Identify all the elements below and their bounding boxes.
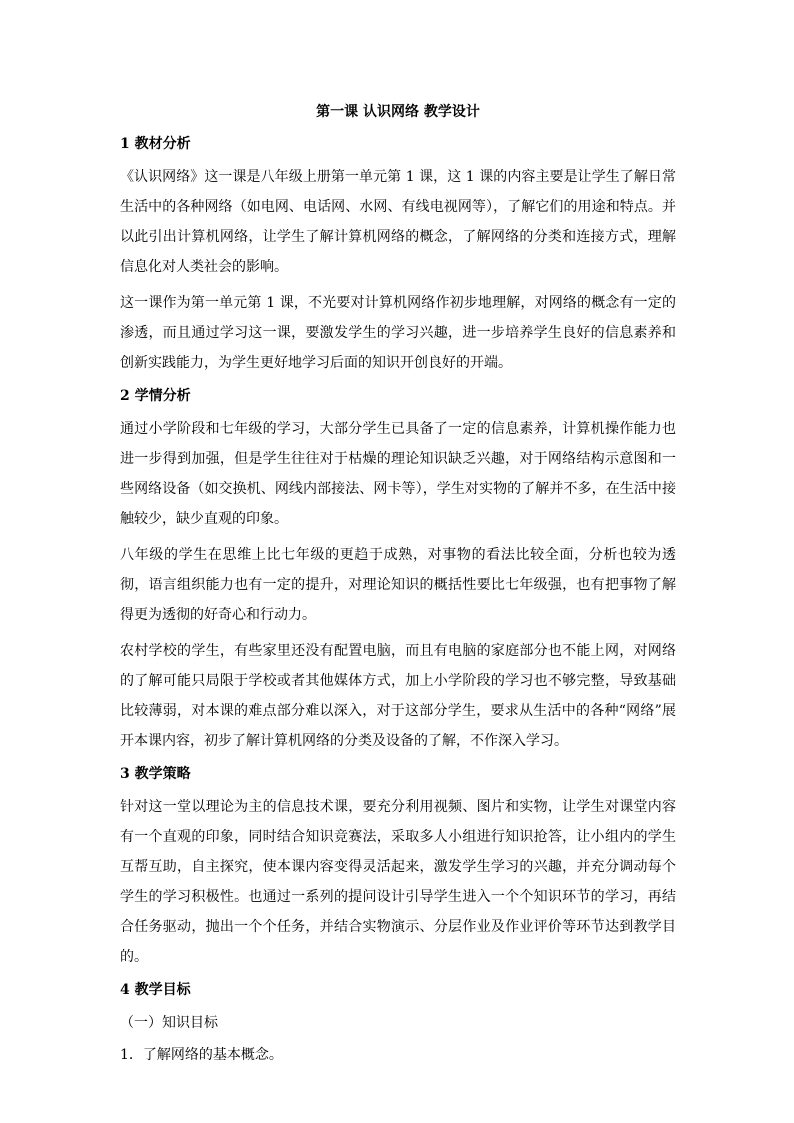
paragraph: 针对这一堂以理论为主的信息技术课，要充分利用视频、图片和实物，让学生对课堂内容有一个直观的印象，同时结合知识竞赛法，采取多人小组进行知识抢答，让小组内的学生互帮互助，自主探究，使本课内容变得灵活起来，激发学生学习的兴趣，并充分调动每个学生的学习积极性。也通过一系列的提问设计引导学生进入一个个知识环节的学习，再结合任务驱动，抛出一个个任务，并结合实物演示、分层作业及作业评价等环节达到教学目的。 [120, 799, 676, 965]
subheading-knowledge-objectives: （一）知识目标 [120, 1015, 218, 1031]
section-heading-strategy: 3 教学策略 [120, 766, 191, 782]
section-heading-materials: 1 教材分析 [120, 136, 191, 152]
paragraph: 《认识网络》这一课是八年级上册第一单元第 1 课，这 1 课的内容主要是让学生了解日常生活中的各种网络（如电网、电话网、水网、有线电视网等），了解它们的用途和特点。并以此引出计算机网络，让学生了解计算机网络的概念，了解网络的分类和连接方式，理解信息化对人类社会的影响。 [120, 169, 676, 275]
document-title: 第一课 认识网络 教学设计 [316, 104, 480, 120]
section-heading-objectives: 4 教学目标 [120, 982, 191, 998]
paragraph: 农村学校的学生，有些家里还没有配置电脑，而且有电脑的家庭部分也不能上网，对网络的了解可能只局限于学校或者其他媒体方式，加上小学阶段的学习也不够完整，导致基础比较薄弱，对本课的难点部分难以深入，对于这部分学生，要求从生活中的各种“网络”展开本课内容，初步了解计算机网络的分类及设备的了解，不作深入学习。 [120, 643, 676, 749]
list-item: 1．了解网络的基本概念。 [120, 1047, 283, 1063]
section-heading-learners: 2 学情分析 [120, 388, 191, 404]
paragraph: 通过小学阶段和七年级的学习，大部分学生已具备了一定的信息素养，计算机操作能力也进一步得到加强，但是学生往往对于枯燥的理论知识缺乏兴趣，对于网络结构示意图和一些网络设备（如交换机、网线内部接法、网卡等），学生对实物的了解并不多，在生活中接触较少，缺少直观的印象。 [120, 421, 676, 527]
paragraph: 这一课作为第一单元第 1 课，不光要对计算机网络作初步地理解，对网络的概念有一定的渗透，而且通过学习这一课，要激发学生的学习兴趣，进一步培养学生良好的信息素养和创新实践能力，为学生更好地学习后面的知识开创良好的开端。 [120, 295, 676, 371]
document-page [120, 100, 676, 1070]
paragraph: 八年级的学生在思维上比七年级的更趋于成熟，对事物的看法比较全面，分析也较为透彻，语言组织能力也有一定的提升，对理论知识的概括性要比七年级强，也有把事物了解得更为透彻的好奇心和行动力。 [120, 547, 676, 623]
